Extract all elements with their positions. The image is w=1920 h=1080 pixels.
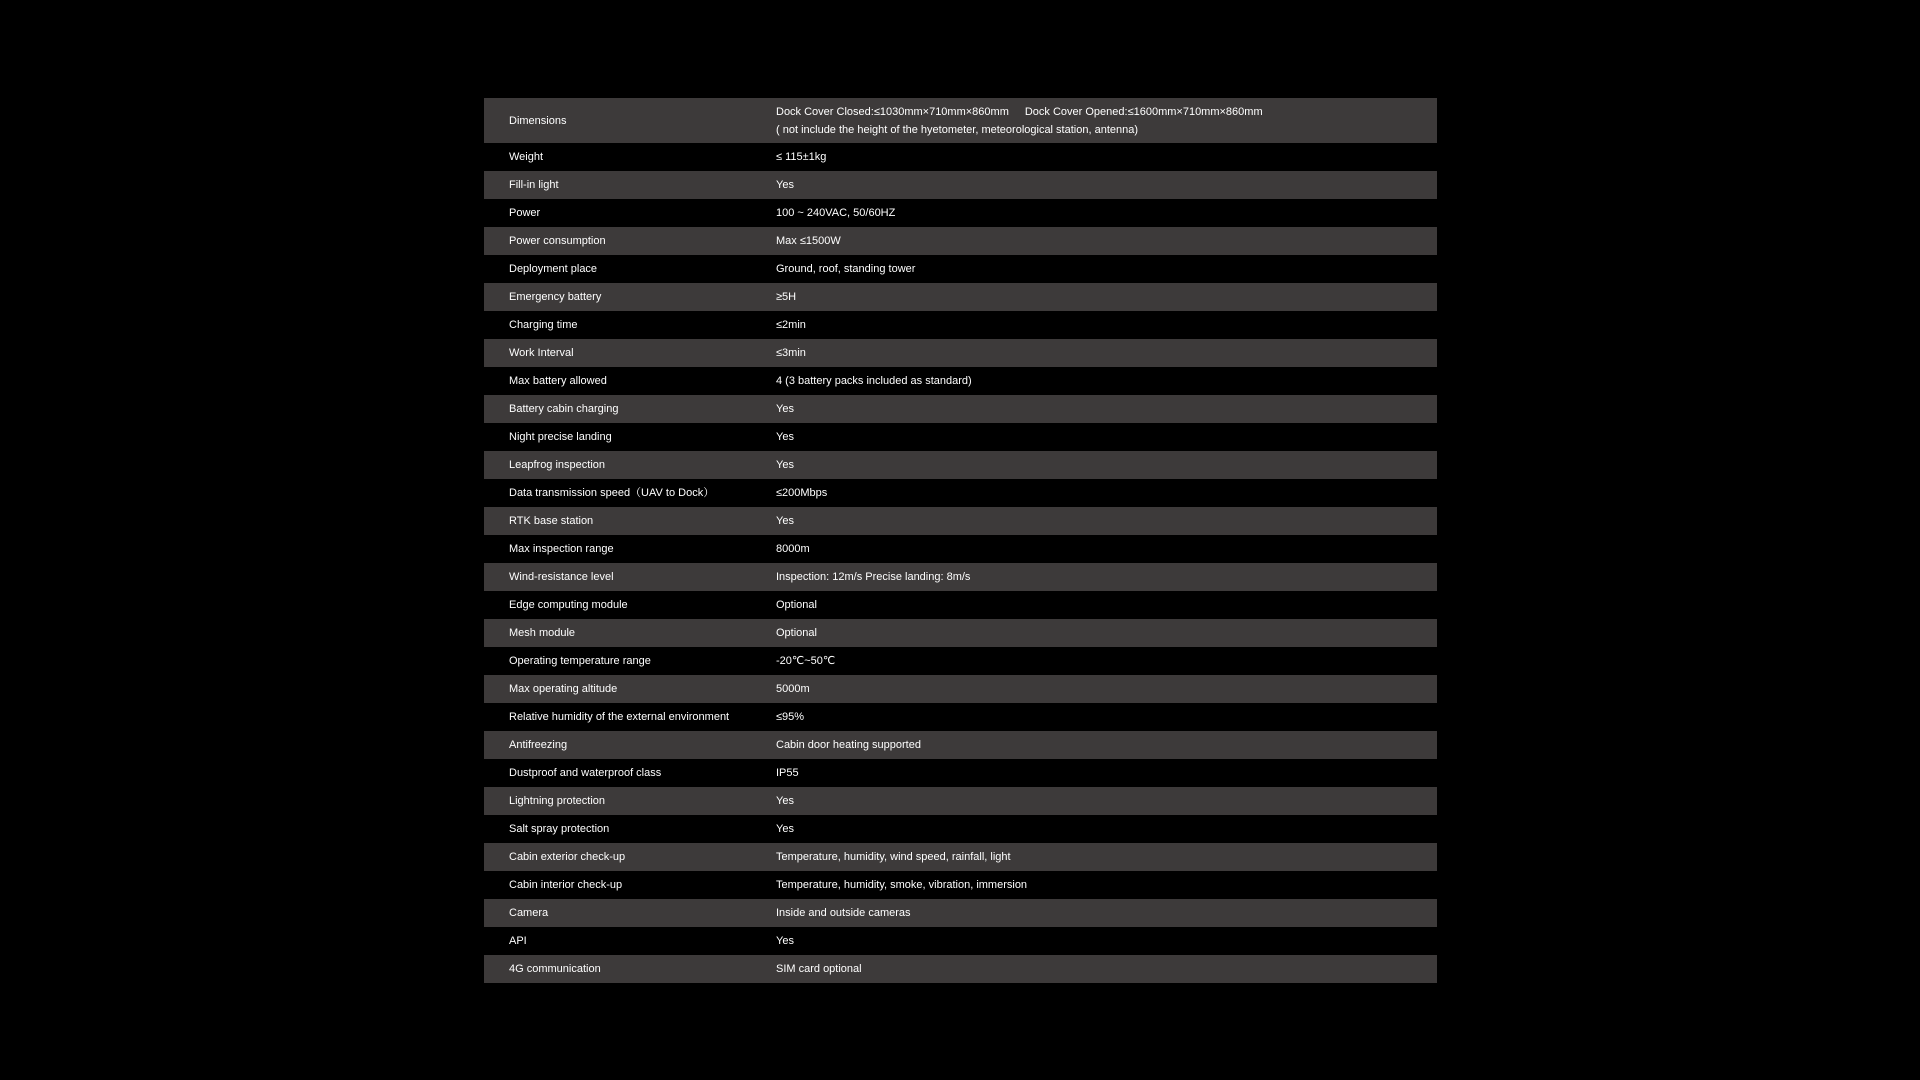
spec-value-dock-opened: Dock Cover Opened:≤1600mm×710mm×860mm [1024, 105, 1263, 118]
spec-value: Yes [776, 935, 794, 947]
spec-label: Data transmission speed（UAV to Dock） [509, 487, 715, 499]
spec-label: Cabin interior check-up [509, 879, 623, 891]
spec-label: Lightning protection [509, 795, 606, 807]
spec-row [484, 199, 1437, 227]
spec-row [484, 255, 1437, 283]
spec-row [484, 955, 1437, 983]
spec-label: Deployment place [509, 263, 598, 275]
spec-row [484, 283, 1437, 311]
spec-value: 100 ~ 240VAC, 50/60HZ [776, 207, 896, 219]
spec-row [484, 843, 1437, 871]
spec-row [484, 563, 1437, 591]
spec-value: Yes [776, 795, 794, 807]
spec-value: Max ≤1500W [776, 235, 841, 247]
spec-row [484, 787, 1437, 815]
spec-label: Emergency battery [509, 291, 602, 303]
spec-row [484, 339, 1437, 367]
spec-row [484, 479, 1437, 507]
spec-value [776, 98, 1437, 143]
spec-row [484, 535, 1437, 563]
spec-value: Yes [776, 459, 794, 471]
spec-label: Fill-in light [509, 179, 559, 191]
spec-row [484, 703, 1437, 731]
spec-label: Max inspection range [509, 543, 614, 555]
spec-label: Antifreezing [509, 739, 568, 751]
spec-label: Edge computing module [509, 599, 628, 611]
spec-row [484, 143, 1437, 171]
spec-label: RTK base station [509, 515, 594, 527]
spec-label: Operating temperature range [509, 655, 651, 667]
spec-value: ≤3min [776, 347, 806, 359]
spec-value: SIM card optional [776, 963, 862, 975]
spec-value: Inspection: 12m/s Precise landing: 8m/s [776, 571, 971, 583]
spec-label: API [509, 935, 527, 947]
spec-value: Yes [776, 431, 794, 443]
spec-value: ≥5H [776, 291, 797, 303]
spec-label: Salt spray protection [509, 823, 610, 835]
spec-value: Optional [776, 627, 817, 639]
spec-label: Camera [509, 907, 549, 919]
spec-value: ≤200Mbps [776, 487, 828, 499]
spec-value: Yes [776, 823, 794, 835]
spec-row [484, 367, 1437, 395]
spec-row [484, 731, 1437, 759]
spec-value: Temperature, humidity, smoke, vibration, immersion [776, 879, 1028, 891]
spec-value: Cabin door heating supported [776, 739, 921, 751]
spec-value: Yes [776, 179, 794, 191]
spec-label: Battery cabin charging [509, 403, 619, 415]
spec-value: Temperature, humidity, wind speed, rainfall, light [776, 851, 1011, 863]
spec-value: Ground, roof, standing tower [776, 263, 916, 275]
spec-row [484, 507, 1437, 535]
spec-label: Charging time [509, 319, 578, 331]
spec-table-body [484, 98, 1437, 983]
spec-row [484, 927, 1437, 955]
spec-label: Wind-resistance level [509, 571, 614, 583]
spec-value: ≤95% [776, 711, 805, 723]
spec-value: ≤ 115±1kg [776, 151, 827, 163]
spec-label: Leapfrog inspection [509, 459, 606, 471]
spec-value-dock-closed: Dock Cover Closed:≤1030mm×710mm×860mm [776, 105, 1009, 118]
spec-row [484, 311, 1437, 339]
spec-row [484, 423, 1437, 451]
spec-row [484, 899, 1437, 927]
spec-label: Weight [509, 151, 544, 163]
spec-label: Night precise landing [509, 431, 612, 443]
spec-label: Max battery allowed [509, 375, 607, 387]
spec-value: 5000m [776, 683, 810, 695]
spec-value: 4 (3 battery packs included as standard) [776, 375, 972, 387]
spec-row-dimensions [484, 98, 1437, 143]
spec-label: Mesh module [509, 627, 576, 639]
spec-value: ≤2min [776, 319, 806, 331]
spec-row [484, 171, 1437, 199]
spec-value: -20℃~50℃ [776, 655, 836, 667]
spec-row [484, 759, 1437, 787]
spec-label: Dustproof and waterproof class [509, 767, 662, 779]
spec-value: Yes [776, 403, 794, 415]
spec-label: Dimensions [509, 114, 567, 127]
spec-value: Yes [776, 515, 794, 527]
spec-label: Cabin exterior check-up [509, 851, 626, 863]
spec-row [484, 815, 1437, 843]
spec-value: Optional [776, 599, 817, 611]
spec-value: 8000m [776, 543, 810, 555]
spec-row [484, 395, 1437, 423]
spec-row [484, 619, 1437, 647]
spec-value-note: ( not include the height of the hyetometer, meteorological station, antenna) [776, 123, 1139, 136]
spec-row [484, 675, 1437, 703]
spec-table [484, 98, 1437, 983]
spec-value: IP55 [776, 767, 799, 779]
spec-label: Max operating altitude [509, 683, 618, 695]
spec-value: Inside and outside cameras [776, 907, 911, 919]
spec-row [484, 647, 1437, 675]
spec-row [484, 591, 1437, 619]
spec-label: 4G communication [509, 963, 601, 975]
spec-label: Work Interval [509, 347, 574, 359]
spec-label: Power consumption [509, 235, 606, 247]
spec-row [484, 871, 1437, 899]
spec-row [484, 227, 1437, 255]
spec-row [484, 451, 1437, 479]
spec-label: Power [509, 207, 541, 219]
spec-label: Relative humidity of the external environment [509, 711, 730, 723]
